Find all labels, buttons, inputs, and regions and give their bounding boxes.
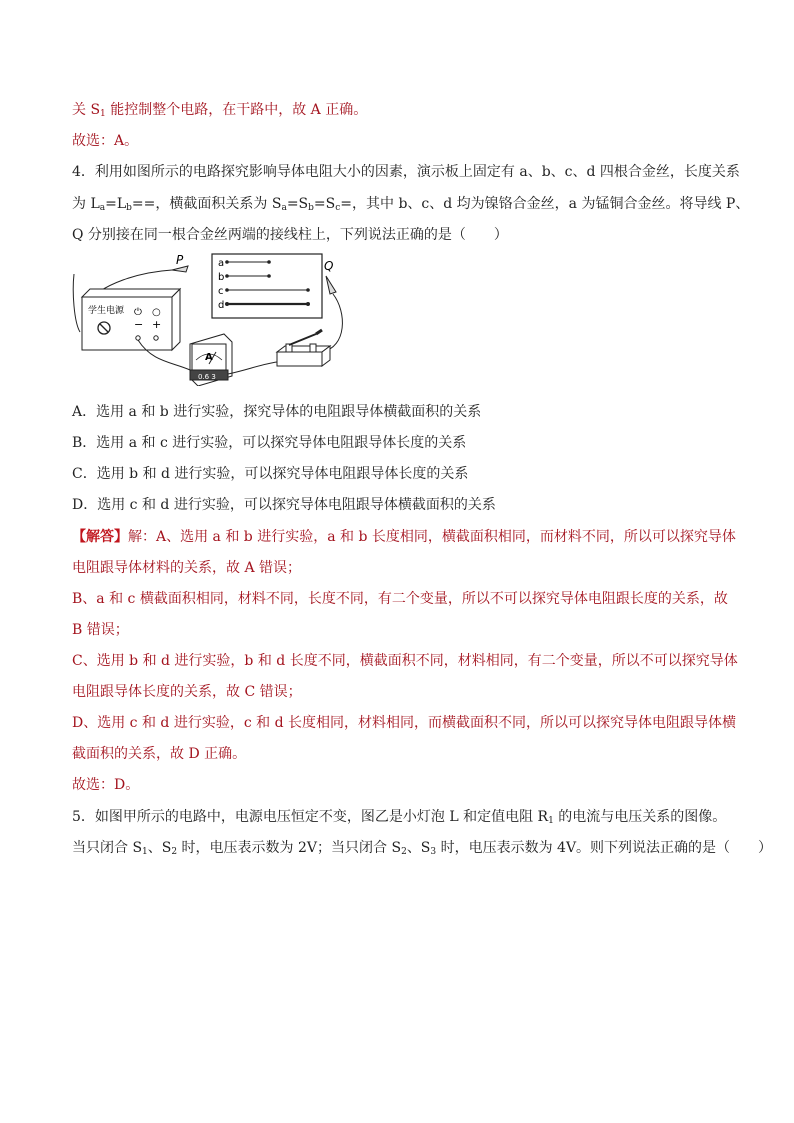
- prev-answer-line: 关 $S_1$ 能控制整个电路，在干路中，故 A 正确。: [72, 102, 368, 119]
- svg-text:−: −: [134, 318, 144, 331]
- answer-line-3: B、a 和 c 横截面积相同，材料不同，长度不同，有二个变量，所以不可以探究导体电阻跟长度的关系，故: [72, 591, 728, 607]
- clip-Q-icon: [326, 276, 336, 294]
- answer-line-6: 电阻跟导体长度的关系，故 C 错误；: [72, 684, 302, 700]
- ammeter-label: A: [205, 352, 213, 363]
- wire-ammeter-switch: [228, 362, 277, 374]
- answer-line-8: 截面积的关系，故 D 正确。: [72, 746, 247, 762]
- svg-text:⏻: ⏻: [134, 307, 142, 318]
- answer-line-5: C、选用 b 和 d 进行实验，b 和 d 长度不同，横截面积不同，材料相同，有二个变量，所以不可以探究导体: [72, 653, 738, 669]
- label-Q: Q: [324, 259, 334, 273]
- power-supply-label: 学生电源: [88, 306, 125, 316]
- wire-from-Q: [322, 294, 342, 352]
- circuit-figure: [72, 252, 362, 386]
- question-5-line-2: 当只闭合 $S_1$、$S_2$ 时，电压表示数为 2V；当只闭合 $S_2$、$S_3$ 时，电压表示数为 4V。则下列说法正确的是（ ）: [72, 840, 773, 857]
- option-a: A．选用 a 和 b 进行实验，探究导体的电阻跟导体横截面积的关系: [72, 404, 482, 420]
- answer-choice: 故选：D。: [72, 777, 140, 793]
- wire-label-a: a: [218, 258, 225, 269]
- option-d: D．选用 c 和 d 进行实验，可以探究导体电阻跟导体横截面积的关系: [72, 497, 496, 513]
- wire-power-left: [73, 274, 80, 332]
- wire-label-d: d: [218, 300, 225, 311]
- question-4-line-1: 4．利用如图所示的电路探究影响导体电阻大小的因素，演示板上固定有 a、b、c、d 四根合金丝，长度关系: [72, 164, 740, 180]
- answer-line-4: B 错误；: [72, 622, 129, 638]
- wire-label-c: c: [218, 286, 224, 297]
- answer-tag: 【解答】: [72, 529, 128, 545]
- answer-line-2: 电阻跟导体材料的关系，故 A 错误；: [72, 560, 302, 576]
- ammeter-scale: 0.6 3: [198, 373, 216, 381]
- option-b: B．选用 a 和 c 进行实验，可以探究导体电阻跟导体长度的关系: [72, 435, 467, 451]
- power-supply-icon: [82, 289, 180, 350]
- question-4-line-3: Q 分别接在同一根合金丝两端的接线柱上，下列说法正确的是（ ）: [72, 227, 508, 243]
- question-5-line-1: 5．如图甲所示的电路中，电源电压恒定不变，图乙是小灯泡 L 和定值电阻 $R_1$ 的电流与电压关系的图像。: [72, 809, 727, 826]
- question-4-line-2: 为 $L_a=L_b==$，横截面积关系为 $S_a=S_b=S_c=$，其中 b、c、d 均为镍铬合金丝，a 为锰铜合金丝。将导线 P、: [72, 196, 750, 213]
- switch-icon: [277, 330, 330, 366]
- label-P: P: [176, 253, 184, 267]
- demo-board: [212, 254, 322, 318]
- ammeter-icon: [190, 334, 232, 386]
- svg-text:○: ○: [152, 307, 161, 318]
- wire-label-b: b: [218, 272, 225, 283]
- svg-text:+: +: [152, 318, 162, 331]
- answer-line-1: 【解答】解：A、选用 a 和 b 进行实验，a 和 b 长度相同，横截面积相同，而材料不同，所以可以探究导体: [72, 529, 736, 545]
- option-c: C．选用 b 和 d 进行实验，可以探究导体电阻跟导体长度的关系: [72, 466, 469, 482]
- answer-line-7: D、选用 c 和 d 进行实验，c 和 d 长度相同，材料相同，而横截面积不同，所以可以探究导体电阻跟导体横: [72, 715, 736, 731]
- prev-choice-line: 故选：A。: [72, 133, 139, 149]
